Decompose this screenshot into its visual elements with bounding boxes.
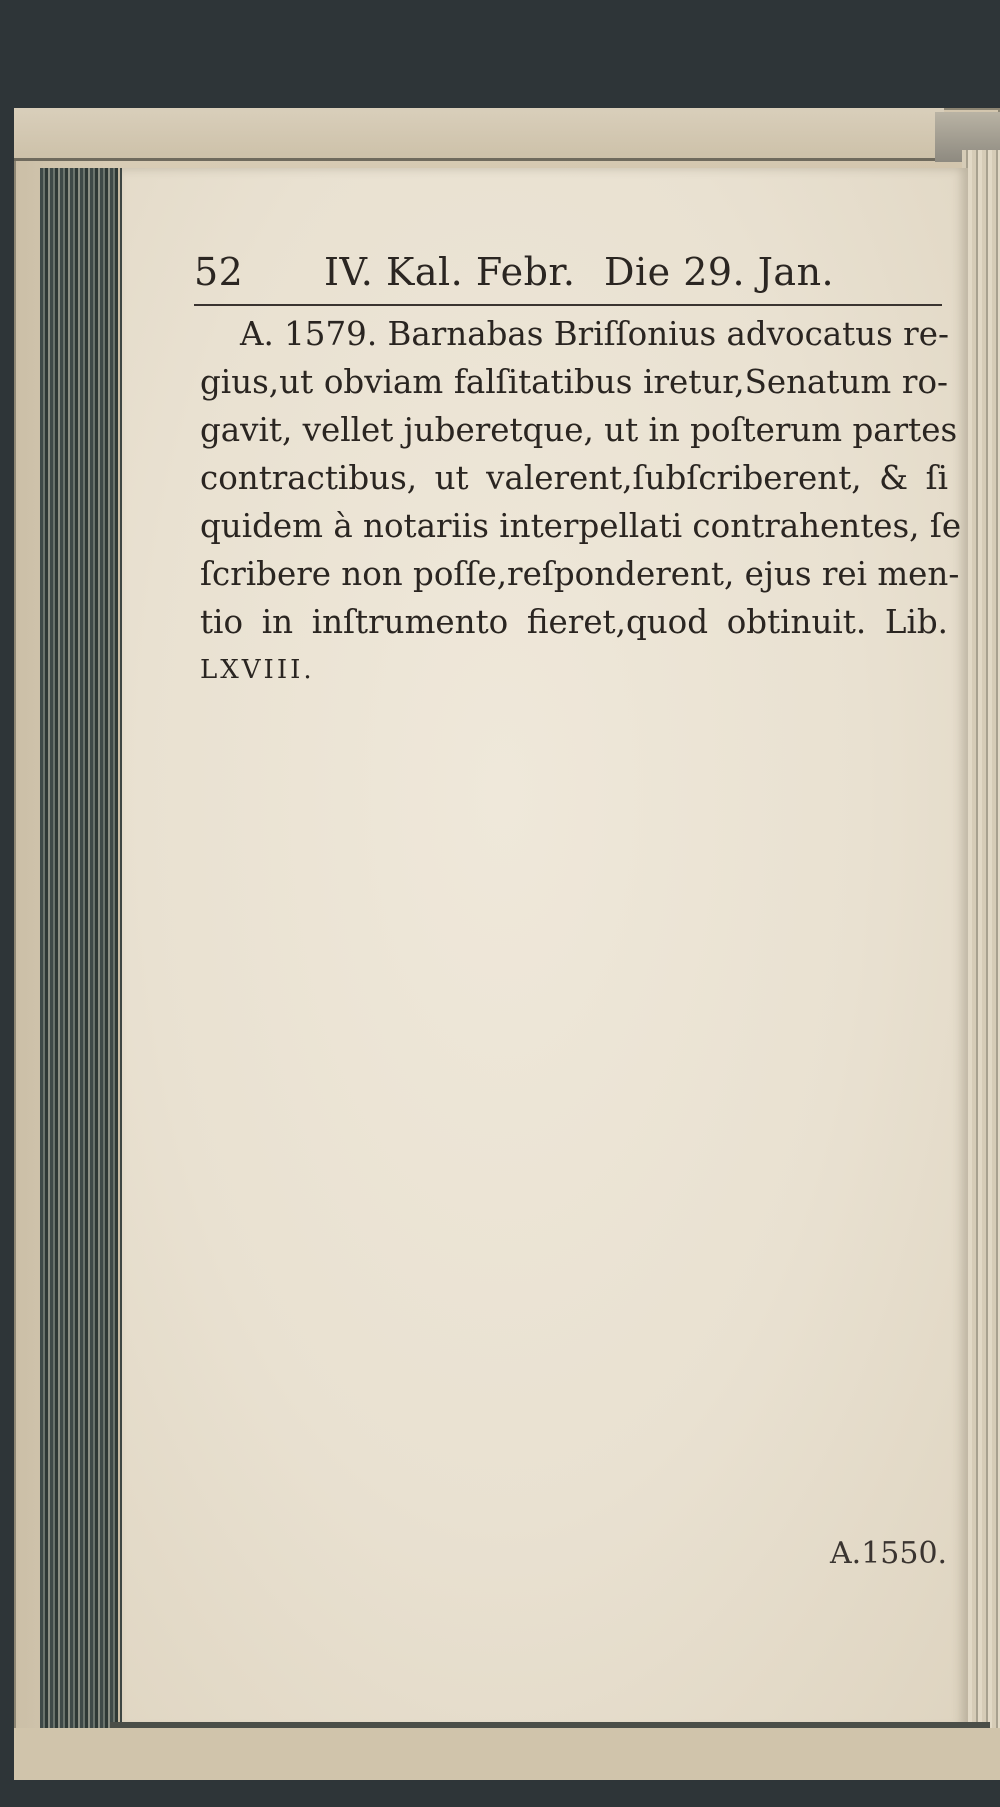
page-stack-edge [40, 168, 120, 1734]
header-rule [194, 304, 942, 306]
text-line: gius,ut obviam falſitatibus iretur,Senatum ro- [200, 363, 948, 401]
page-number: 52 [194, 250, 244, 294]
catchword: A.1550. [830, 1536, 948, 1571]
running-head [194, 250, 924, 300]
cover-bottom [14, 1728, 1000, 1780]
text-line: LXVIII. [200, 655, 315, 685]
cover-top-edge [14, 108, 944, 161]
text-line: tio in inſtrumento fieret,quod obtinuit. Lib. [200, 603, 948, 641]
text-line: gavit, vellet juberetque, ut in poſterum partes [200, 411, 958, 449]
text-line: ſcribere non poſſe,reſponderent, ejus rei men- [200, 555, 960, 593]
text-line: quidem à notariis interpellati contrahentes, ſe [200, 507, 962, 545]
entry-text [200, 310, 962, 694]
text-line: A. 1579. Barnabas Briſſonius advocatus re- [240, 315, 949, 353]
running-head-date: Die 29. Jan. [604, 250, 835, 294]
text-line: contractibus, ut valerent,ſubſcriberent, & ſi [200, 459, 948, 497]
running-head-kal: IV. Kal. Febr. [324, 250, 576, 294]
